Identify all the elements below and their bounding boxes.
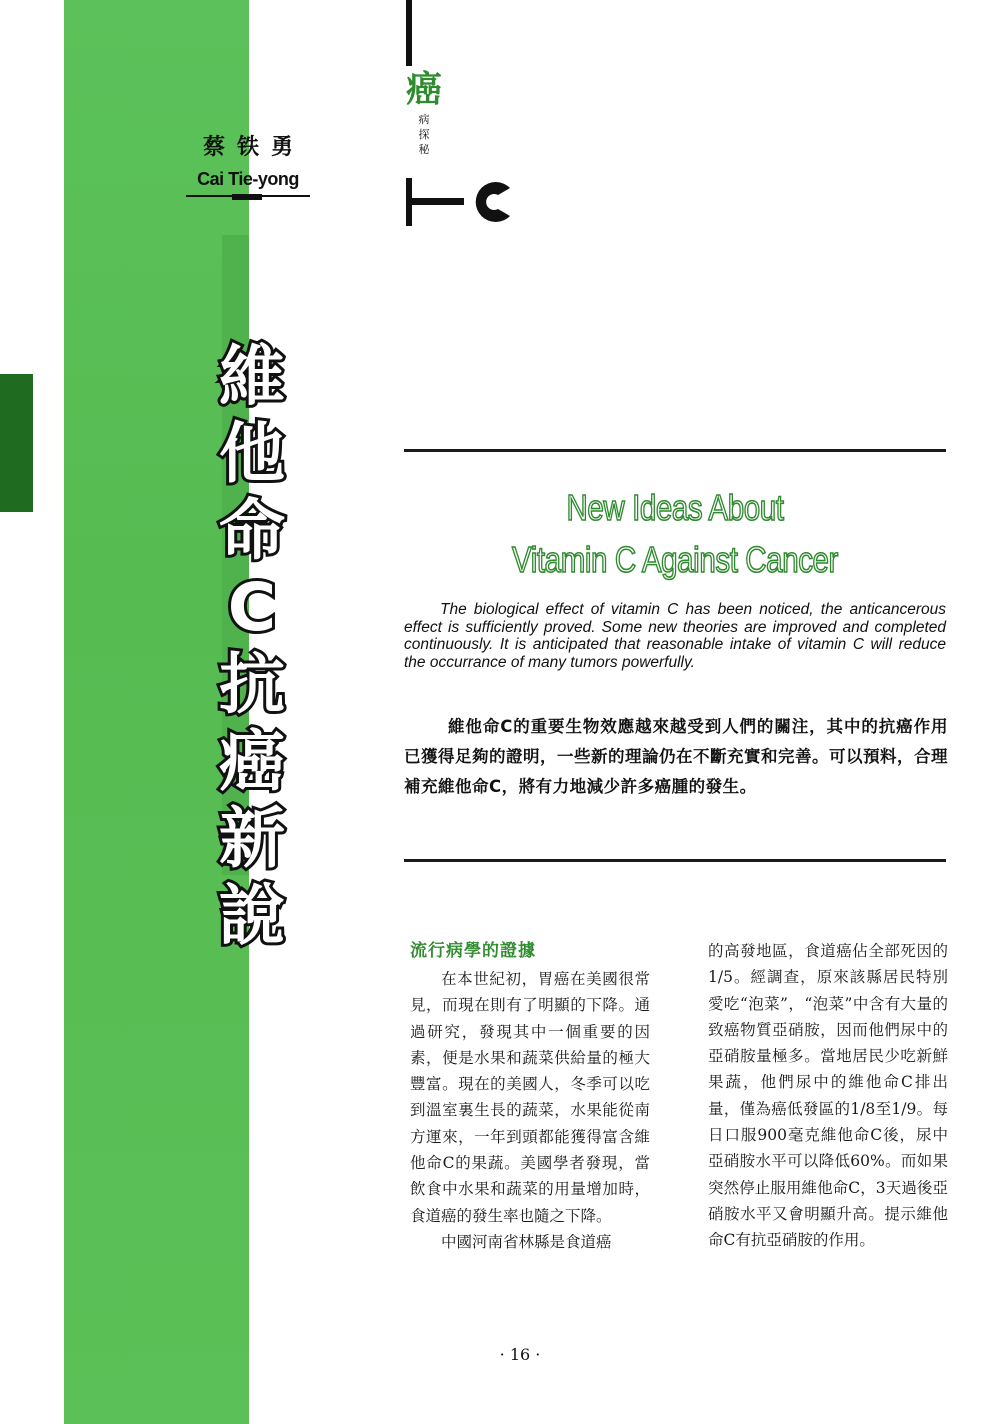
title-char-7: 新: [219, 800, 285, 877]
title-char-6: 癌: [219, 723, 285, 800]
author-name-en: Cai Tie-yong: [197, 169, 299, 189]
english-title-line-1: New Ideas About: [566, 487, 784, 528]
english-title-line-2: Vitamin C Against Cancer: [511, 539, 838, 580]
title-char-3: 命: [219, 492, 285, 569]
title-char-1: 維: [219, 338, 285, 415]
chinese-summary: 維他命C的重要生物效應越來越受到人們的關注，其中的抗癌作用已獲得足夠的證明，一些新的理論仍在不斷充實和完善。可以預料，合理補充維他命C，將有力地減少許多癌腫的發生。: [404, 717, 948, 796]
author-name-cn: 蔡铁勇: [202, 135, 305, 160]
section-heading: 流行病學的證據: [410, 941, 536, 961]
body-column-left: [410, 938, 650, 1255]
hc-monogram-icon: [406, 178, 516, 226]
decorative-edge-tab: [0, 374, 33, 512]
column-label: [404, 68, 444, 157]
body-paragraph: 中國河南省林縣是食道癌: [441, 1232, 612, 1251]
vertical-title: [212, 338, 292, 954]
english-abstract: The biological effect of vitamin C has been noticed, the anticancerous effect is sufficiently proved. Some new theories are improved and completed continuously. It is anticipated that reasonable intake of vitamin C will reduce the occurrance of many tumors powerfully.: [404, 601, 946, 671]
author-rule-mark: [232, 194, 262, 200]
column-label-sub-1: 病: [418, 113, 430, 126]
body-column-right: [708, 938, 948, 1254]
column-label-sub-3: 秘: [418, 143, 430, 156]
body-paragraph: 的高發地區，食道癌佔全部死因的1/5。經調查，原來該縣居民特別愛吃“泡菜”，“泡菜”中含有大量的致癌物質亞硝胺，因而他們尿中的亞硝胺量極多。當地居民少吃新鮮果蔬，他們尿中的維他命C排出量，僅為癌低發區的1/8至1/9。每日口服900毫克維他命C後，尿中亞硝胺水平可以降低60%。而如果突然停止服用維他命C，3天過後亞硝胺水平又會明顯升高。提示維他命C有抗亞硝胺的作用。: [708, 942, 948, 1250]
column-bar: [406, 0, 412, 66]
english-title: [453, 482, 897, 586]
title-char-8: 說: [219, 877, 285, 954]
column-label-main: 癌: [405, 69, 442, 110]
title-char-2: 他: [219, 415, 285, 492]
body-paragraph: 在本世紀初，胃癌在美國很常見，而現在則有了明顯的下降。通過研究，發現其中一個重要的因素，便是水果和蔬菜供給量的極大豐富。現在的美國人，冬季可以吃到溫室裏生長的蔬菜，水果能從南方運來，一年到頭都能獲得富含維他命C的果蔬。美國學者發現，當飲食中水果和蔬菜的用量增加時，食道癌的發生率也隨之下降。: [410, 970, 650, 1225]
author-block: [186, 130, 310, 190]
divider-middle: [404, 859, 946, 862]
page-number: · 16 ·: [499, 1345, 541, 1364]
title-char-4: C: [227, 569, 277, 646]
column-label-sub-2: 探: [418, 128, 430, 141]
title-char-5: 抗: [219, 646, 285, 723]
divider-top: [404, 449, 946, 452]
